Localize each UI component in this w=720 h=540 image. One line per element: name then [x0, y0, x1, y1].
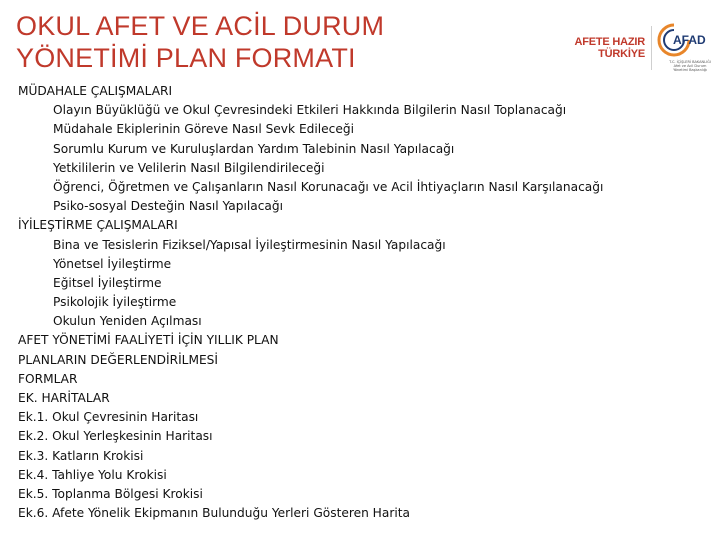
plan-outline [18, 82, 708, 523]
outline-subitem: Yetkililerin ve Velilerin Nasıl Bilgilendirileceği [53, 160, 325, 175]
outline-heading: Ek.1. Okul Çevresinin Haritası [18, 410, 199, 425]
logo-divider [651, 26, 652, 70]
outline-subitem: Okulun Yeniden Açılması [53, 314, 202, 329]
outline-heading: MÜDAHALE ÇALIŞMALARI [18, 84, 173, 98]
page-title-line-2: YÖNETİMİ PLAN FORMATI [16, 43, 356, 73]
afad-logo-text: AFAD [673, 33, 706, 47]
outline-subitem: Öğrenci, Öğretmen ve Çalışanların Nasıl Korunacağı ve Acil İhtiyaçların Nasıl Karşılanacağı [53, 179, 604, 194]
outline-subitem: Psikolojik İyileştirme [53, 295, 177, 310]
outline-subitem: Bina ve Tesislerin Fiziksel/Yapısal İyileştirmesinin Nasıl Yapılacağı [53, 237, 446, 252]
outline-subitem: Sorumlu Kurum ve Kuruluşlardan Yardım Talebinin Nasıl Yapılacağı [53, 141, 455, 156]
outline-heading: Ek.3. Katların Krokisi [18, 448, 144, 463]
outline-subitem: Eğitsel İyileştirme [53, 275, 162, 290]
outline-heading: İYİLEŞTİRME ÇALIŞMALARI [18, 218, 178, 233]
outline-heading: PLANLARIN DEĞERLENDİRİLMESİ [18, 352, 219, 367]
outline-subitem: Yönetsel İyileştirme [53, 256, 172, 271]
outline-heading: AFET YÖNETİMİ FAALİYETİ İÇİN YILLIK PLAN [18, 333, 279, 348]
afete-hazir-logo-line-1: AFETE HAZIR [574, 36, 645, 48]
outline-heading: EK. HARİTALAR [18, 391, 110, 405]
afete-hazir-turkiye-logo [565, 36, 645, 60]
outline-subitem: Müdahale Ekiplerinin Göreve Nasıl Sevk Edileceği [53, 122, 354, 137]
afad-logo-subtitle: T.C. İÇİŞLERİ BAKANLIĞI Afet ve Acil Durum Yönetimi Başkanlığı [669, 60, 711, 72]
outline-heading: Ek.6. Afete Yönelik Ekipmanın Bulunduğu Yerleri Gösteren Harita [18, 506, 410, 521]
outline-subitem: Psiko-sosyal Desteğin Nasıl Yapılacağı [53, 199, 283, 214]
outline-heading: Ek.5. Toplanma Bölgesi Krokisi [18, 486, 203, 501]
outline-heading: Ek.4. Tahliye Yolu Krokisi [18, 467, 167, 482]
afete-hazir-logo-line-2: TÜRKİYE [598, 48, 645, 60]
outline-heading: Ek.2. Okul Yerleşkesinin Haritası [18, 429, 213, 444]
logo-group [565, 20, 713, 80]
page-title [16, 10, 496, 74]
outline-subitem: Olayın Büyüklüğü ve Okul Çevresindeki Etkileri Hakkında Bilgilerin Nasıl Toplanacağı [53, 103, 567, 118]
page-title-line-1: OKUL AFET VE ACİL DURUM [16, 11, 385, 41]
outline-heading: FORMLAR [18, 371, 78, 386]
